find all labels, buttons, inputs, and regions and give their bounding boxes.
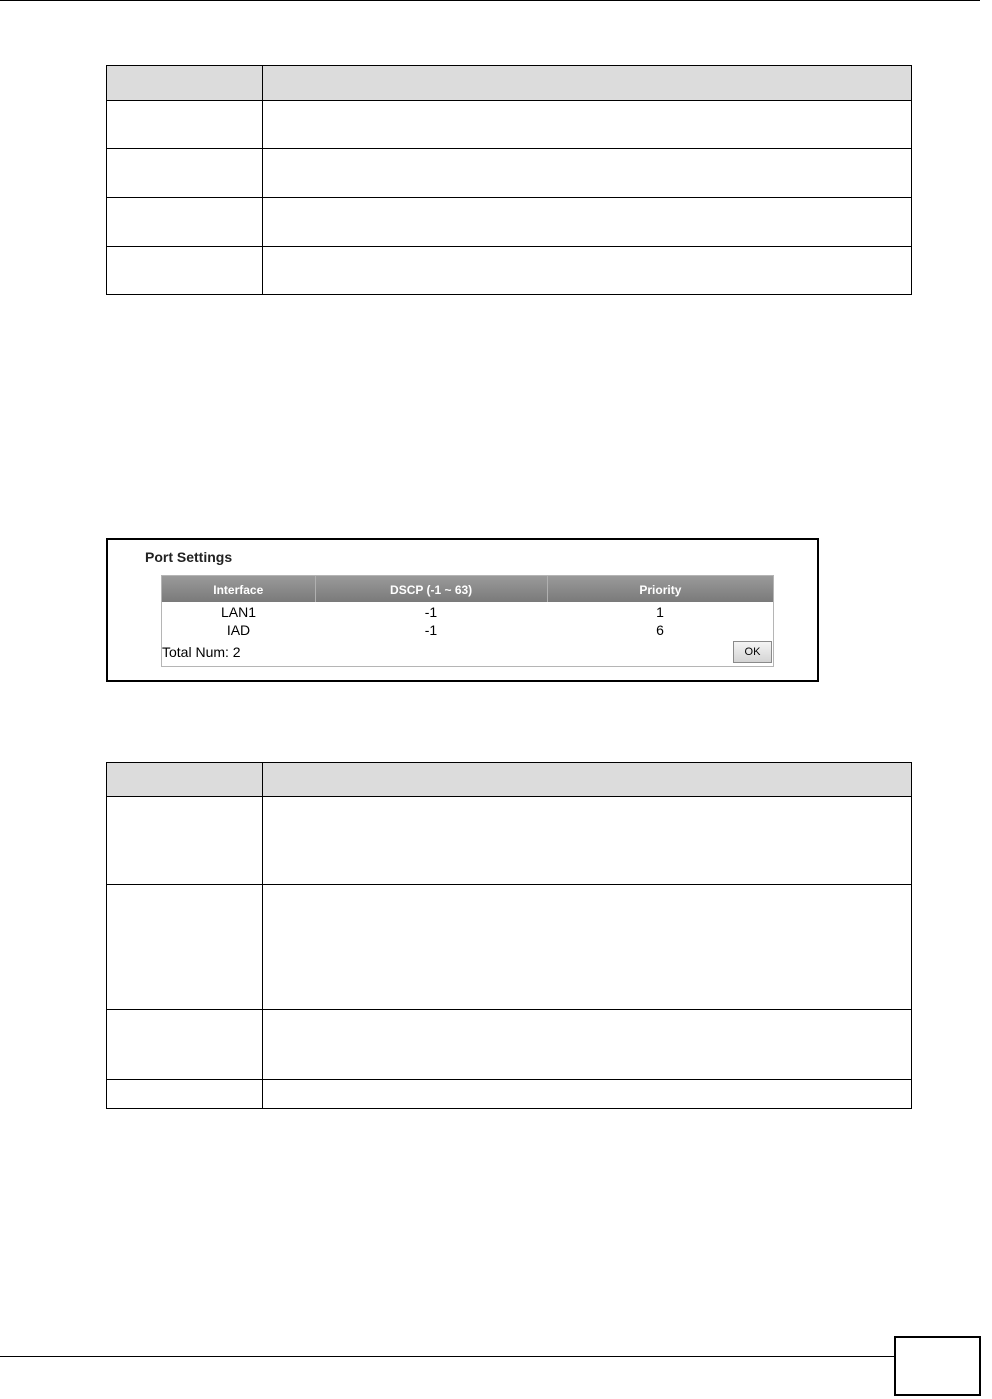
column-header-priority: Priority <box>639 583 682 597</box>
priority-cell: 1 <box>656 604 664 620</box>
table-header-row <box>107 763 912 797</box>
column-header-dscp: DSCP (-1 ~ 63) <box>316 576 548 602</box>
table-row <box>107 885 912 1010</box>
table-row <box>107 247 912 295</box>
table-row <box>107 797 912 885</box>
footer-rule <box>0 1356 894 1357</box>
total-count: Total Num: 2 <box>162 644 241 660</box>
table-row[interactable] <box>162 621 773 639</box>
table-row[interactable] <box>162 603 773 621</box>
field-description-table-1 <box>106 65 912 295</box>
dscp-cell: -1 <box>424 604 438 620</box>
port-settings-screenshot <box>106 538 819 682</box>
interface-cell: IAD <box>226 622 251 638</box>
table-header-row <box>107 66 912 101</box>
page-number-box <box>894 1336 981 1396</box>
table-row <box>107 1080 912 1109</box>
column-header-interface: Interface <box>162 576 316 602</box>
header-rule <box>0 0 980 1</box>
interface-cell: LAN1 <box>220 604 257 620</box>
priority-cell: 6 <box>656 622 664 638</box>
table-row <box>107 149 912 198</box>
table-row <box>107 198 912 247</box>
field-description-table-2 <box>106 762 912 1109</box>
port-settings-table <box>161 575 774 667</box>
table-row <box>107 1010 912 1080</box>
table-row <box>107 101 912 149</box>
dscp-cell: -1 <box>424 622 438 638</box>
table-header <box>162 576 773 602</box>
ok-button[interactable]: OK <box>733 641 772 663</box>
panel-title: Port Settings <box>145 549 233 565</box>
